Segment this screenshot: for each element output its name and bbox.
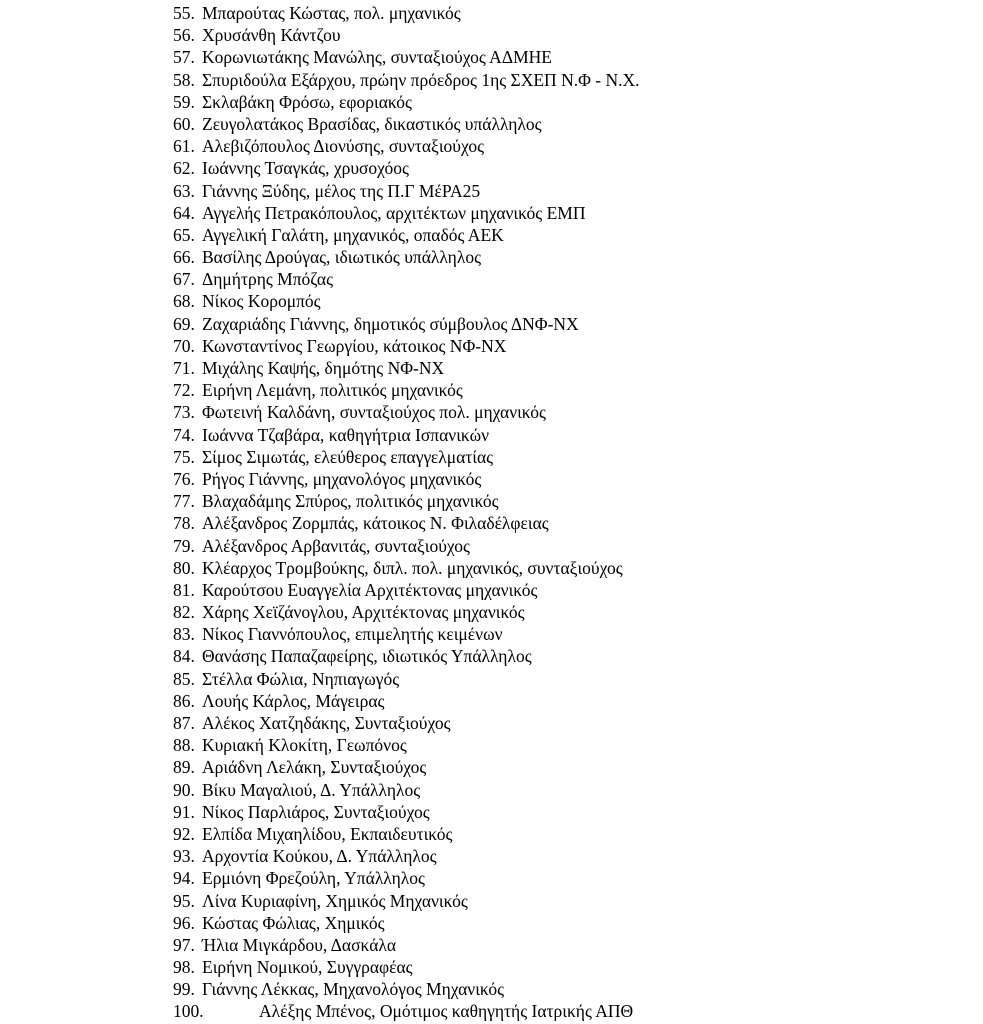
list-item <box>173 912 953 934</box>
signatory-list <box>173 2 953 1023</box>
list-item-text: Μπαρούτας Κώστας, πολ. μηχανικός <box>202 3 461 23</box>
list-item <box>173 157 953 179</box>
list-item-text: Σπυριδούλα Εξάρχου, πρώην πρόεδρος 1ης ΣΧΕΠ Ν.Φ - Ν.Χ. <box>202 69 640 90</box>
list-item-number: 98. <box>173 957 195 978</box>
list-item-text: Ερμιόνη Φρεζούλη, Υπάλληλος <box>202 868 425 889</box>
list-item <box>173 668 953 690</box>
list-item-number: 91. <box>173 801 195 822</box>
list-item-number: 87. <box>173 713 195 733</box>
list-item-number: 72. <box>173 380 195 401</box>
list-item <box>173 623 953 645</box>
list-item-number: 82. <box>173 602 195 623</box>
list-item-text: Κλέαρχος Τρομβούκης, διπλ. πολ. μηχανικός, συνταξιούχος <box>202 557 623 578</box>
list-item <box>173 379 953 401</box>
list-item <box>173 246 953 268</box>
list-item <box>173 202 953 224</box>
list-item <box>173 956 953 978</box>
list-item-number: 65. <box>173 224 195 245</box>
list-item-number: 70. <box>173 335 195 356</box>
list-item-text: Ελπίδα Μιχαηλίδου, Εκπαιδευτικός <box>202 823 453 844</box>
list-item <box>173 357 953 379</box>
list-item <box>173 69 953 91</box>
list-item-number: 69. <box>173 313 195 334</box>
list-item-text: Ιωάννα Τζαβάρα, καθηγήτρια Ισπανικών <box>202 424 490 445</box>
list-item <box>173 557 953 579</box>
list-item <box>173 934 953 956</box>
list-item <box>173 690 953 712</box>
list-item <box>173 91 953 113</box>
list-item <box>173 601 953 623</box>
list-item <box>173 512 953 534</box>
list-item <box>173 24 953 46</box>
list-item-number: 89. <box>173 757 195 778</box>
list-item <box>173 1000 953 1022</box>
list-item-text: Ειρήνη Νομικού, Συγγραφέας <box>202 957 413 978</box>
list-item <box>173 46 953 68</box>
list-item-text: Χάρης Χεϊζάνογλου, Αρχιτέκτονας μηχανικός <box>202 602 525 623</box>
list-item <box>173 224 953 246</box>
list-item-text: Γιάννης Ξύδης, μέλος της Π.Γ ΜέΡΑ25 <box>202 180 481 201</box>
list-item-text: Νίκος Κορομπός <box>202 291 321 312</box>
list-item-text: Βασίλης Δρούγας, ιδιωτικός υπάλληλος <box>202 247 482 268</box>
list-item <box>173 734 953 756</box>
list-item-number: 90. <box>173 779 195 800</box>
list-item <box>173 490 953 512</box>
list-item-text: Νίκος Παρλιάρος, Συνταξιούχος <box>202 801 430 822</box>
list-item <box>173 313 953 335</box>
list-item-text: Αλέξης Μπένος, Ομότιμος καθηγητής Ιατρικής ΑΠΘ <box>259 1001 634 1022</box>
list-item-text: Αριάδνη Λελάκη, Συνταξιούχος <box>202 757 427 778</box>
list-item-number: 58. <box>173 69 195 90</box>
list-item-number: 100. <box>173 1001 204 1022</box>
list-item-text: Σκλαβάκη Φρόσω, εφοριακός <box>202 91 412 112</box>
list-item <box>173 801 953 823</box>
list-item-number: 74. <box>173 424 195 445</box>
list-item <box>173 268 953 290</box>
list-item-number: 66. <box>173 247 195 268</box>
list-item-text: Φωτεινή Καλδάνη, συνταξιούχος πολ. μηχανικός <box>202 402 546 423</box>
list-item-text: Μιχάλης Καψής, δημότης ΝΦ-ΝΧ <box>202 358 445 378</box>
list-item <box>173 180 953 202</box>
list-item-text: Σίμος Σιμωτάς, ελεύθερος επαγγελματίας <box>202 446 494 467</box>
list-item-text: Χρυσάνθη Κάντζου <box>202 25 341 46</box>
list-item-number: 62. <box>173 158 195 179</box>
list-item-number: 67. <box>173 269 195 290</box>
list-item-number: 60. <box>173 113 195 134</box>
list-item-text: Κορωνιωτάκης Μανώλης, συνταξιούχος ΑΔΜΗΕ <box>202 47 552 68</box>
list-item-number: 64. <box>173 202 195 223</box>
list-item-number: 61. <box>173 136 195 157</box>
list-item-number: 56. <box>173 25 195 46</box>
list-item-number: 71. <box>173 358 195 378</box>
list-item <box>173 978 953 1000</box>
list-item-text: Δημήτρης Μπόζας <box>202 269 334 290</box>
list-item-number: 80. <box>173 557 195 578</box>
list-item <box>173 535 953 557</box>
list-item <box>173 335 953 357</box>
list-item-text: Ζαχαριάδης Γιάννης, δημοτικός σύμβουλος ΔΝΦ-ΝΧ <box>202 313 579 334</box>
list-item-number: 94. <box>173 868 195 889</box>
list-item <box>173 712 953 734</box>
list-item-text: Αρχοντία Κούκου, Δ. Υπάλληλος <box>202 846 437 867</box>
list-item <box>173 756 953 778</box>
list-item <box>173 579 953 601</box>
list-item-text: Λουής Κάρλος, Μάγειρας <box>202 690 385 711</box>
list-item <box>173 823 953 845</box>
list-item-text: Ζευγολατάκος Βρασίδας, δικαστικός υπάλληλος <box>202 113 542 134</box>
list-item-number: 73. <box>173 402 195 423</box>
list-item-number: 95. <box>173 890 195 911</box>
list-item-text: Βίκυ Μαγαλιού, Δ. Υπάλληλος <box>202 779 421 800</box>
list-item-text: Λίνα Κυριαφίνη, Χημικός Μηχανικός <box>202 890 468 911</box>
list-item <box>173 2 953 24</box>
list-item-number: 59. <box>173 91 195 112</box>
list-item-text: Κυριακή Κλοκίτη, Γεωπόνος <box>202 735 407 756</box>
list-item-number: 85. <box>173 668 195 689</box>
list-item <box>173 290 953 312</box>
list-item-text: Θανάσης Παπαζαφείρης, ιδιωτικός Υπάλληλος <box>202 646 532 667</box>
list-item-number: 68. <box>173 291 195 312</box>
list-item-text: Αγγελική Γαλάτη, μηχανικός, οπαδός ΑΕΚ <box>202 224 504 245</box>
list-item-number: 93. <box>173 846 195 867</box>
list-item <box>173 645 953 667</box>
list-item-text: Αλέκος Χατζηδάκης, Συνταξιούχος <box>202 713 451 733</box>
list-item-number: 57. <box>173 47 195 68</box>
list-item-number: 79. <box>173 535 195 556</box>
list-item-number: 75. <box>173 446 195 467</box>
list-item-text: Ειρήνη Λεμάνη, πολιτικός μηχανικός <box>202 380 463 401</box>
list-item-text: Ιωάννης Τσαγκάς, χρυσοχόος <box>202 158 409 179</box>
list-item-text: Αλέξανδρος Ζορμπάς, κάτοικος Ν. Φιλαδέλφειας <box>202 513 549 534</box>
list-item-number: 99. <box>173 979 195 1000</box>
list-item-number: 92. <box>173 823 195 844</box>
list-item-text: Βλαχαδάμης Σπύρος, πολιτικός μηχανικός <box>202 491 499 512</box>
list-item-number: 81. <box>173 579 195 600</box>
list-item-text: Νίκος Γιαννόπουλος, επιμελητής κειμένων <box>202 624 503 645</box>
list-item <box>173 113 953 135</box>
list-item <box>173 890 953 912</box>
list-item-number: 83. <box>173 624 195 645</box>
list-item-number: 88. <box>173 735 195 756</box>
list-item <box>173 446 953 468</box>
list-item-text: Καρούτσου Ευαγγελία Αρχιτέκτονας μηχανικός <box>202 579 538 600</box>
list-item-text: Αγγελής Πετρακόπουλος, αρχιτέκτων μηχανικός ΕΜΠ <box>202 202 586 223</box>
list-item-text: Κώστας Φώλιας, Χημικός <box>202 912 385 933</box>
list-item <box>173 424 953 446</box>
list-item-text: Γιάννης Λέκκας, Μηχανολόγος Μηχανικός <box>202 979 505 1000</box>
list-item-number: 86. <box>173 690 195 711</box>
list-item-text: Αλέξανδρος Αρβανιτάς, συνταξιούχος <box>202 535 470 556</box>
list-item <box>173 468 953 490</box>
list-item-text: Κωνσταντίνος Γεωργίου, κάτοικος ΝΦ-ΝΧ <box>202 335 507 356</box>
list-item-number: 55. <box>173 3 195 23</box>
list-item <box>173 135 953 157</box>
list-item <box>173 867 953 889</box>
list-item <box>173 845 953 867</box>
list-item-text: Ρήγος Γιάννης, μηχανολόγος μηχανικός <box>202 468 482 489</box>
list-item-number: 63. <box>173 180 195 201</box>
list-item-text: Ήλια Μιγκάρδου, Δασκάλα <box>202 934 397 955</box>
list-item-text: Αλεβιζόπουλος Διονύσης, συνταξιούχος <box>202 136 485 157</box>
list-item <box>173 401 953 423</box>
list-item <box>173 779 953 801</box>
list-item-text: Στέλλα Φώλια, Νηπιαγωγός <box>202 668 400 689</box>
list-item-number: 77. <box>173 491 195 512</box>
list-item-number: 97. <box>173 934 195 955</box>
list-item-number: 76. <box>173 468 195 489</box>
list-item-number: 96. <box>173 912 195 933</box>
list-item-number: 84. <box>173 646 195 667</box>
list-item-number: 78. <box>173 513 195 534</box>
